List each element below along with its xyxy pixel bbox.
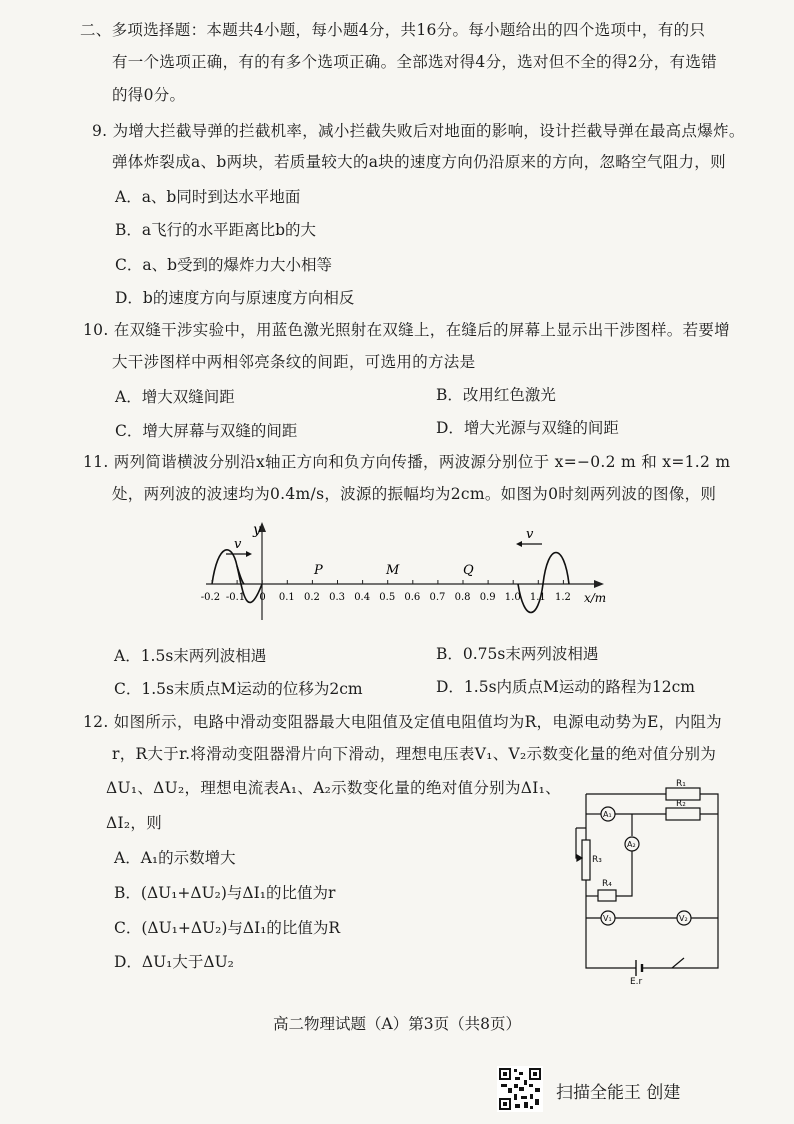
q11-option-b: B．0.75s末两列波相遇	[436, 645, 599, 663]
left-velocity-arrowhead	[246, 551, 252, 557]
label-v2: V₂	[679, 914, 688, 923]
resistor-r2	[666, 808, 700, 820]
section-header-line2: 有一个选项正确，有的有多个选项正确。全部选对得4分，选对但不全的得2分，有选错	[112, 53, 717, 71]
q12-stem-line4: ΔI₂，则	[106, 814, 163, 832]
q11-option-a: A．1.5s末两列波相遇	[114, 647, 267, 665]
x-tick-label: 1.0	[504, 592, 521, 603]
q12-option-c: C．(ΔU₁+ΔU₂)与ΔI₁的比值为R	[114, 919, 341, 937]
label-v1: V₁	[603, 914, 612, 923]
label-r4: R₄	[602, 879, 612, 889]
x-tick-label: 0.8	[454, 592, 471, 603]
q12-option-d: D．ΔU₁大于ΔU₂	[114, 953, 234, 971]
page-footer: 高二物理试题（A）第3页（共8页）	[273, 1015, 521, 1033]
q10-option-b: B．改用红色激光	[436, 386, 556, 404]
point-p-label: P	[314, 563, 323, 578]
x-axis-label: x/m	[584, 591, 607, 605]
q9-option-d: D．b的速度方向与原速度方向相反	[115, 289, 355, 307]
q10-option-a: A．增大双缝间距	[115, 388, 235, 406]
rheostat-r3	[582, 840, 590, 880]
circuit-diagram	[568, 778, 728, 984]
x-tick-label: 0.3	[329, 592, 346, 603]
x-tick-label: 0.6	[404, 592, 421, 603]
left-velocity-label: v	[234, 537, 242, 552]
label-r3: R₃	[592, 855, 602, 865]
q10-option-d: D．增大光源与双缝的间距	[436, 419, 619, 437]
q9-stem-line2: 弹体炸裂成a、b两块，若质量较大的a块的速度方向仍沿原来的方向，忽略空气阻力，则	[112, 153, 726, 171]
q9-option-a: A．a、b同时到达水平地面	[115, 188, 301, 206]
x-tick-label: 0.1	[278, 592, 295, 603]
x-tick-label: -0.1	[225, 592, 246, 603]
q11-option-c: C．1.5s末质点M运动的位移为2cm	[114, 680, 363, 698]
slider-wire	[576, 828, 582, 858]
x-tick-label: 0	[259, 592, 266, 603]
q12-option-b: B．(ΔU₁+ΔU₂)与ΔI₁的比值为r	[114, 884, 336, 902]
label-r1: R₁	[676, 779, 686, 789]
qr-code-icon	[497, 1066, 543, 1112]
label-a1: A₁	[603, 810, 612, 819]
q12-stem-line1: 12. 如图所示，电路中滑动变阻器最大电阻值及定值电阻值均为R，电源电动势为E，内阻为	[83, 713, 722, 731]
x-axis-arrow	[594, 580, 604, 588]
x-tick-label: 0.2	[304, 592, 320, 603]
scanner-watermark: 扫描全能王 创建	[556, 1083, 681, 1103]
right-wave-crest	[543, 553, 569, 585]
label-battery: E.r	[630, 977, 643, 984]
section-header-line1: 二、多项选择题：本题共4小题，每小题4分，共16分。每小题给出的四个选项中，有的只	[80, 21, 706, 39]
q10-option-c: C．增大屏幕与双缝的间距	[115, 422, 298, 440]
right-velocity-arrowhead	[516, 541, 522, 547]
label-a2: A₂	[627, 840, 636, 849]
q11-stem-line1: 11. 两列简谐横波分别沿x轴正方向和负方向传播，两波源分别位于 x=−0.2 m 和 x=1.2 m	[83, 453, 731, 471]
q11-option-d: D．1.5s内质点M运动的路程为12cm	[436, 678, 696, 696]
q11-stem-line2: 处，两列波的波速均为0.4m/s，波源的振幅均为2cm。如图为0时刻两列波的图像，则	[112, 485, 717, 503]
x-tick-label: 1.1	[529, 592, 546, 603]
x-tick-label: -0.2	[200, 592, 221, 603]
q12-stem-line2: r，R大于r.将滑动变阻器滑片向下滑动，理想电压表V₁、V₂示数变化量的绝对值分别为	[112, 745, 717, 763]
q12-stem-line3: ΔU₁、ΔU₂，理想电流表A₁、A₂示数变化量的绝对值分别为ΔI₁、	[106, 779, 561, 797]
resistor-r4	[598, 890, 616, 901]
x-tick-label: 1.2	[555, 592, 571, 603]
section-header-line3: 的得0分。	[112, 86, 186, 104]
q9-stem-line1: 9. 为增大拦截导弹的拦截机率，减小拦截失败后对地面的影响，设计拦截导弹在最高点爆炸。	[92, 122, 745, 140]
x-tick-label: 0.9	[479, 592, 496, 603]
switch	[672, 958, 684, 968]
point-q-label: Q	[463, 563, 474, 578]
q9-option-c: C．a、b受到的爆炸力大小相等	[115, 256, 333, 274]
q10-stem-line1: 10. 在双缝干涉实验中，用蓝色激光照射在双缝上，在缝后的屏幕上显示出干涉图样。若要增	[83, 321, 730, 339]
q9-option-b: B．a飞行的水平距离比b的大	[115, 221, 317, 239]
a2-wire-bottom	[616, 851, 632, 896]
x-tick-label: 0.7	[429, 592, 446, 603]
slider-arrow	[577, 855, 582, 861]
label-r2: R₂	[676, 799, 686, 809]
q12-option-a: A．A₁的示数增大	[114, 849, 236, 867]
point-m-label: M	[386, 563, 400, 578]
q10-stem-line2: 大干涉图样中两相邻亮条纹的间距，可选用的方法是	[112, 353, 476, 371]
x-tick-label: 0.5	[379, 592, 396, 603]
y-axis-label: y	[253, 522, 261, 538]
wave-diagram	[196, 514, 616, 624]
right-velocity-label: v	[526, 527, 534, 542]
x-tick-label: 0.4	[354, 592, 371, 603]
